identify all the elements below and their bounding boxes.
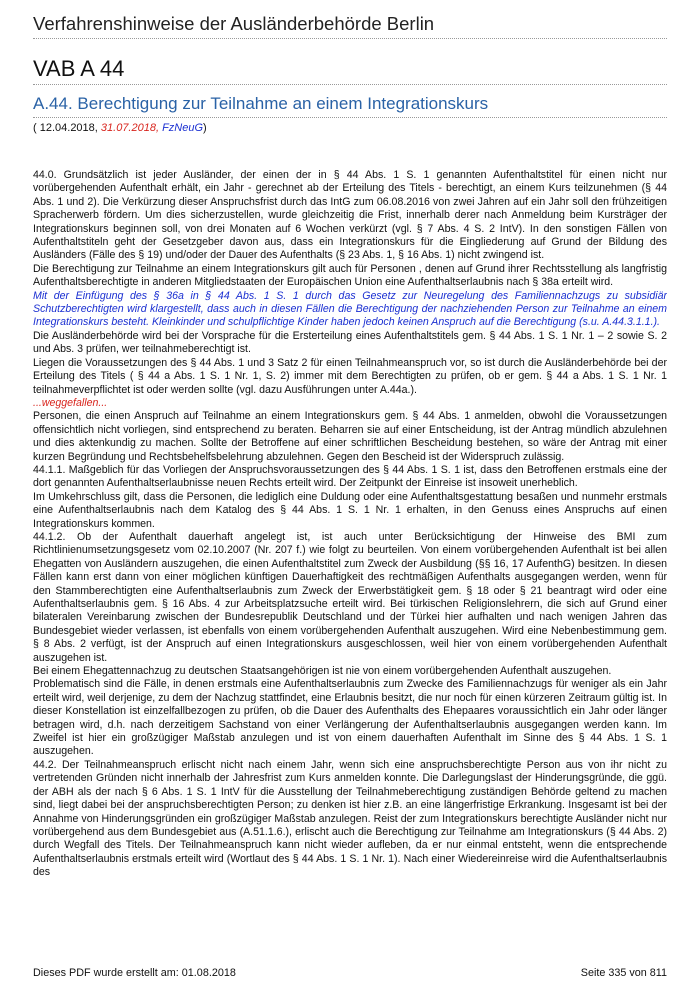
paragraph-44-1-1: 44.1.1. Maßgeblich für das Vorliegen der Anspruchsvoraussetzungen des § 44 Abs. 1 S. 1 ist, dass den Betroffenen erstmals eine der dort genannten Aufenthaltserlaubnisse neuen Rechts erteilt wird. Der Zeitpunkt der Einreise ist insoweit unerheblich. — [33, 463, 667, 490]
paragraph: Liegen die Voraussetzungen des § 44 Abs. 1 und 3 Satz 2 für einen Teilnahmeanspruch vor, so ist durch die Ausländerbehörde bei der Erteilung des Titels ( § 44 a Abs. 1 S. 1 Nr. 1, S. 2) immer mit dem Berechtigten zu prüfen, ob er gem. § 44 a Abs. 1 S. 1 Nr. 1 teilnahmeverpflichtet ist oder werden sollte (vgl. dazu Ausführungen unter A.44a.). — [33, 356, 667, 396]
divider — [33, 117, 667, 118]
paragraph-44-1-2: 44.1.2. Ob der Aufenthalt dauerhaft angelegt ist, ist auch unter Berücksichtigung der Hinweise des BMI zum Richtlinienumsetzungsgesetz vom 02.10.2007 (Nr. 207 f.) wie folgt zu beurteilen. Von einem vorübergehenden Aufenthalt ist bei allen Ehegatten von Ausländern auszugehen, die einen Aufenthaltstitel zum Zweck der Ausbildung (§§ 16, 17 AufenthG) besitzen. In diesen Fällen kann erst dann von einer möglichen künftigen Dauerhaftigkeit des rechtmäßigen Aufenthalts ausgegangen werden, wenn für den Stammberechtigten eine Aufenthaltserlaubnis zum Zweck der Erwerbstätigkeit gem. § 18 oder § 21 beantragt wird oder eine Aufenthaltserlaubnis gem. § 16 Abs. 4 zur Arbeitsplatzsuche erteilt wird. Bei türkischen Religionslehrern, die sich auf Grund einer bilateralen Vereinbarung zwischen der Bundesrepublik Deutschland und der Türkei hier aufhalten und nach wenigen Jahren das Bundesgebiet wieder verlassen, ist ebenfalls von einem vorübergehenden Aufenthalt auszugehen. Wird eine Nebenbestimmung gem. § 8 Abs. 2 verfügt, ist der Anspruch auf einen Integrationskurs ausgeschlossen, weil hier von einem vorübergehenden Aufenthalt auszugehen ist. — [33, 530, 667, 664]
date-3-link[interactable]: FzNeuG — [162, 122, 204, 134]
paragraph-44-0: 44.0. Grundsätzlich ist jeder Ausländer, der einen der in § 44 Abs. 1 S. 1 genannten Aufenthaltstitel für einen nicht nur vorübergehenden Aufenthalt erhält, ein Jahr - gerechnet ab der Erteilung des Titels - berechtigt, an einem Kurs teilzunehmen (§ 44 Abs. 1 und 2). Die Verkürzung dieser Anspruchsfrist durch das IntG zum 06.08.2016 von zwei Jahren auf ein Jahr soll den frühzeitigen Spracherwerb fördern. Um dies sicherzustellen, wurde gleichzeitig die Frist, innerhalb derer nach Anmeldung beim Kursträger der Integrationskurs beginnen soll, von drei Monaten auf 6 Wochen verkürzt (vgl. § 7 Abs. 4 S. 2 IntV). In den sonstigen Fällen von Aufenthaltstiteln geht der Gesetzgeber davon aus, dass ein Integrationskurs für die Eingliederung auf Grund der Bildung des Ausländers (Fälle des § 19) und/oder der Dauer des Aufenthalts (§ 23 Abs. 1, § 16 Abs. 1) nicht zwingend ist. — [33, 169, 667, 262]
document-header-title: Verfahrenshinweise der Ausländerbehörde Berlin — [33, 13, 435, 34]
paragraph: Problematisch sind die Fälle, in denen erstmals eine Aufenthaltserlaubnis zum Zwecke des Familiennachzugs für weniger als ein Jahr erteilt wird, weil derjenige, zu dem der Nachzug stattfindet, eine Erlaubnis besitzt, die nur noch für einen kürzeren Zeitraum gültig ist. In dieser Konstellation ist einzelfallbezogen zu prüfen, ob die Dauer des Aufenthalts des Ehepaares voraussichtlich ein Jahr oder länger betragen wird, d.h. nach derzeitigem Sachstand von einer Verlängerung der Aufenthaltserlaubnis ausgegangen werden kann. Im Zweifel ist hier ein großzügiger Maßstab anzulegen und ist von einem dauerhaften Aufenthalt im Sinne des § 44 Abs. 1 S. 1 auszugehen. — [33, 678, 667, 758]
paragraph-amendment-note: Mit der Einfügung des § 36a in § 44 Abs. 1 S. 1 durch das Gesetz zur Neuregelung des Familiennachzugs zu subsidiär Schutzberechtigten wird klargestellt, dass auch in diesen Fällen die Berechtigung der nachziehenden Person zur Teilnahme an einem Integrationskurs besteht. Kleinkinder und schulpflichtige Kinder haben jedoch keinen Anspruch auf die Berechtigung (s.u. A.44.3.1.1.). — [33, 289, 667, 329]
paragraph: Die Berechtigung zur Teilnahme an einem Integrationskurs gilt auch für Personen , denen auf Grund ihrer Rechtsstellung als langfristig Aufenthaltsberechtigte in anderen Mitgliedstaaten der Europäischen Union eine Aufenthaltserlaubnis nach § 38a erteilt wird. — [33, 262, 667, 289]
paragraph: Bei einem Ehegattennachzug zu deutschen Staatsangehörigen ist nie von einem vorübergehenden Aufenthalt auszugehen. — [33, 665, 612, 678]
paragraph: Personen, die einen Anspruch auf Teilnahme an einem Integrationskurs gem. § 44 Abs. 1 anmelden, obwohl die Voraussetzungen offensichtlich nicht vorliegen, sind entsprechend zu beraten. Beharren sie auf einer Entscheidung, ist der Antrag mündlich abzulehnen und dies aktenkundig zu machen. Sollte der Betroffene auf einer schriftlichen Bescheidung bestehen, so wäre der Antrag mit einer kurzen Begründung und Rechtsbehelfsbelehrung abzulehnen. Gegen den Bescheid ist der Widerspruch zulässig. — [33, 410, 667, 463]
paragraph-removed-note: ...weggefallen... — [33, 396, 108, 409]
document-body — [33, 169, 667, 949]
date-2: 31.07.2018, — [100, 122, 163, 134]
section-heading: A.44. Berechtigung zur Teilnahme an einem Integrationskurs — [33, 94, 489, 113]
divider — [33, 84, 667, 85]
paragraph: Die Ausländerbehörde wird bei der Vorsprache für die Ersterteilung eines Aufenthaltstitels gem. § 44 Abs. 1 S. 1 Nr. 1 – 2 sowie S. 2 und Abs. 3 prüfen, wer teilnahmeberechtigt ist. — [33, 329, 667, 356]
divider — [33, 38, 667, 39]
date-1: 12.04.2018, — [39, 122, 101, 134]
revision-dates: ( 12.04.2018, 31.07.2018, FzNeuG) — [33, 122, 207, 134]
page-title: VAB A 44 — [33, 56, 125, 81]
footer-created-date: Dieses PDF wurde erstellt am: 01.08.2018 — [33, 967, 236, 979]
paragraph: Im Umkehrschluss gilt, dass die Personen, die lediglich eine Duldung oder eine Aufenthaltsgestattung besaßen und nunmehr erstmals eine Aufenthaltserlaubnis nach dem Katalog des § 44 Abs. 1 S. 1 Nr. 1 erhalten, in den Genuss eines Anspruchs auf einen Integrationskurs kommen. — [33, 490, 667, 530]
paragraph-44-2: 44.2. Der Teilnahmeanspruch erlischt nicht nach einem Jahr, wenn sich eine anspruchsberechtigte Person aus von ihr nicht zu vertretenden Gründen nicht innerhalb der Jahresfrist zum Kurs anmelden konnte. Die Darlegungslast der Hinderungsgründe, die ggü. der ABH als der nach § 6 Abs. 1 S. 1 IntV für die Ausstellung der Teilnahmeberechtigung zuständigen Behörde geltend zu machen sind, liegt dabei bei der anspruchsberechtigten Person; zu denken ist hier z.B. an eine längerfristige Erkrankung. Insgesamt ist bei der Annahme von Hinderungsgründen ein großzügiger Maßstab anzulegen. Reist der zum Integrationskurs berechtigte Ausländer nicht nur vorübergehend aus dem Bundesgebiet aus (A.51.1.6.), erlischt auch die Berechtigung zur Teilnahme am Integrationskurs (§ 44 Abs. 2) durch Wegfall des Titels. Der Teilnahmeanspruch kann nicht wieder aufleben, da er nur einmal entsteht, wenn die entsprechende Aufenthaltserlaubnis erstmals erteilt wird (Wortlaut des § 44 Abs. 1 S. 1 Nr. 1). Nach einer Wiedereinreise wird die Aufenthaltserlaubnis des — [33, 758, 667, 879]
footer-page-number: Seite 335 von 811 — [580, 967, 667, 979]
